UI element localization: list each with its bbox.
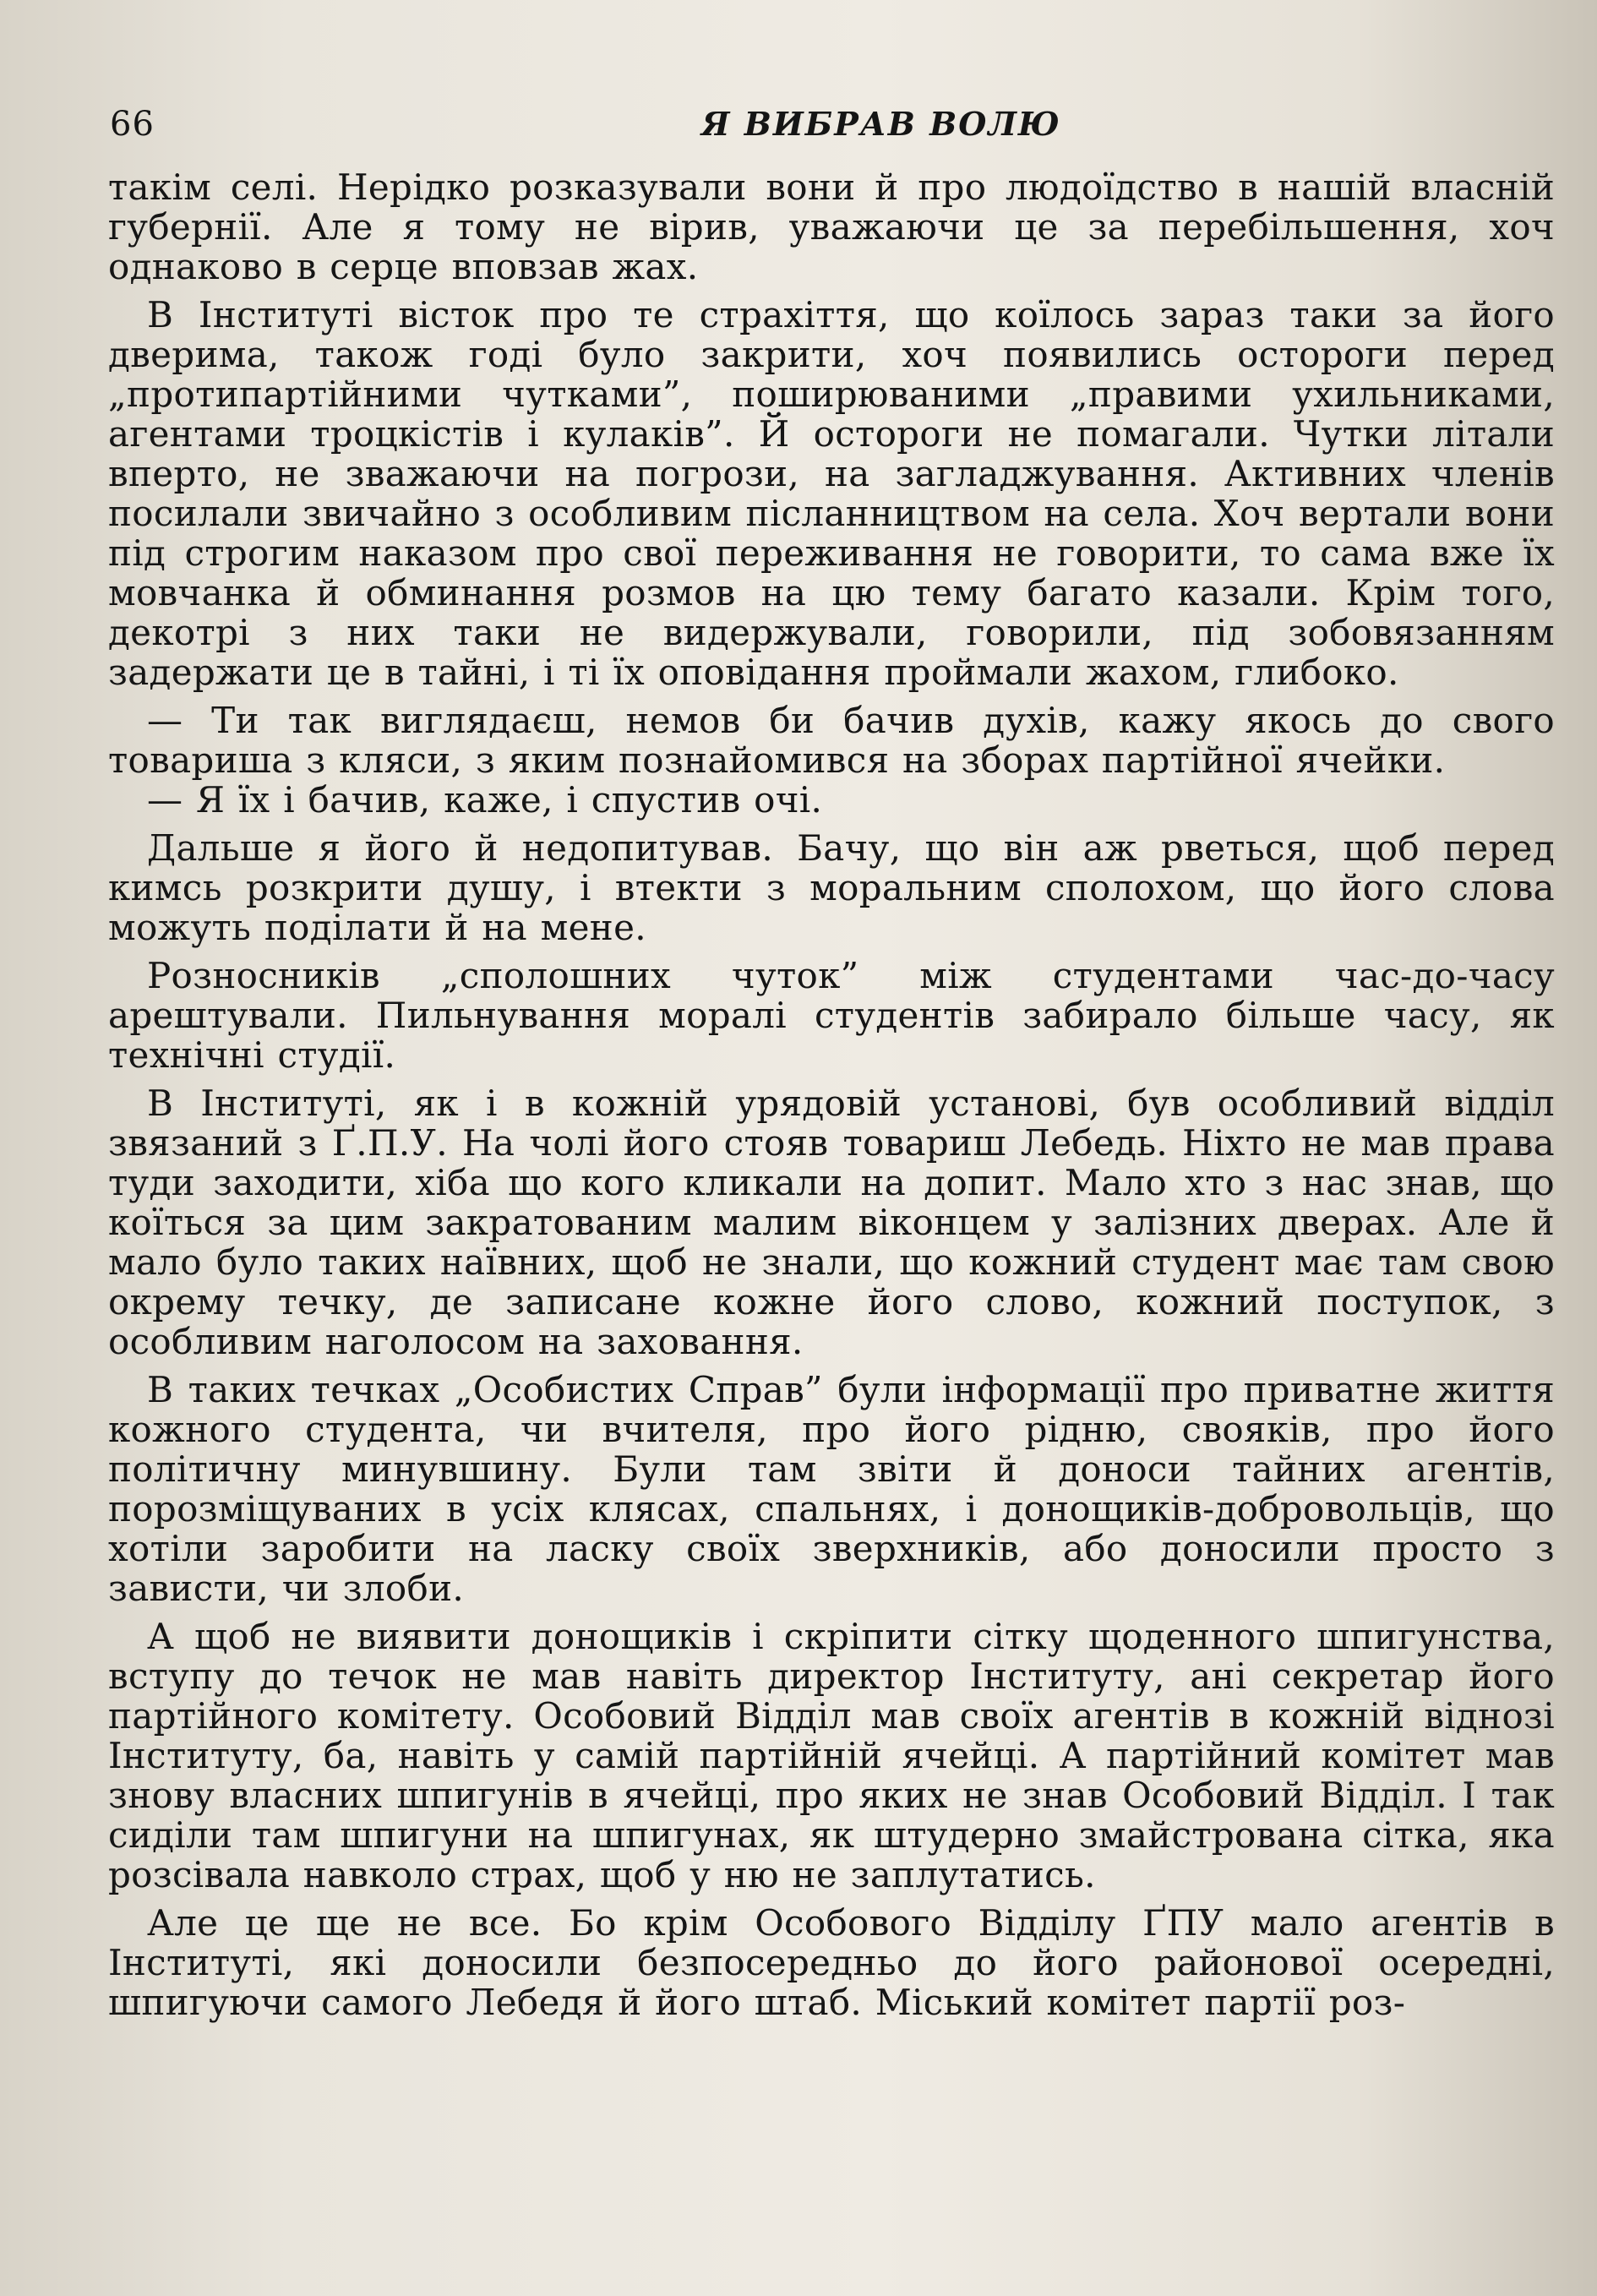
paragraph: А щоб не виявити донощиків і скріпити сітку щоденного шпигунства, вступу до течок не мав навіть директор Інституту, ані секретар його партійного комітету. Особовий Відділ мав своїх агентів в кожній віднозі Інституту, ба, навіть у самій партійній ячейці. А партійний комітет мав знову власних шпигунів в ячейці, про яких не знав Особовий Відділ. І так сиділи там шпигуни на шпигунах, як штудерно змайстрована сітка, яка розсівала навколо страх, щоб у ню не заплутатись. bbox=[108, 1616, 1555, 1895]
page-number: 66 bbox=[110, 105, 155, 144]
paragraph: В Інституті, як і в кожній урядовій установі, був особливий відділ звязаний з Ґ.П.У. На чолі його стояв товариш Лебедь. Ніхто не мав права туди заходити, хіба що кого кликали на допит. Мало хто з нас знав, що коїться за цим закратованим малим віконцем у залізних дверах. Але й мало було таких наївних, щоб не знали, що кожний студент має там свою окрему течку, де записане кожне його слово, кожний поступок, з особливим наголосом на заховання. bbox=[108, 1083, 1555, 1362]
paragraph: такім селі. Нерідко розказували вони й про людоїдство в нашій власній губернії. Але я тому не вірив, уважаючи це за перебільшення, хоч однаково в серце вповзав жах. bbox=[108, 166, 1555, 287]
body-text bbox=[108, 167, 1555, 2022]
paragraph: В Інституті вісток про те страхіття, що коїлось зараз таки за його дверима, також годі було закрити, хоч появились остороги перед „протипартійними чутками”, поширюваними „правими ухильниками, агентами троцкістів і кулаків”. Й остороги не помагали. Чутки літали вперто, не зважаючи на погрози, на загладжування. Активних членів посилали звичайно з особливим післанництвом на села. Хоч вертали вони під строгим наказом про свої переживання не говорити, то сама вже їх мовчанка й обминання розмов на цю тему багато казали. Крім того, декотрі з них таки не видержували, говорили, під зобовязанням задержати це в тайні, і ті їх оповідання проймали жахом, глибоко. bbox=[108, 294, 1555, 693]
dialogue-line: — Я їх і бачив, каже, і спустив очі. bbox=[147, 779, 823, 821]
paragraph: Дальше я його й недопитував. Бачу, що він аж рветься, щоб перед кимсь розкрити душу, і втекти з моральним сполохом, що його слова можуть поділати й на мене. bbox=[108, 827, 1555, 948]
dialogue-line: — Ти так виглядаєш, немов би бачив духів, кажу якось до свого товариша з кляси, з яким познайомився на зборах партійної ячейки. bbox=[108, 700, 1555, 781]
paragraph: Але це ще не все. Бо крім Особового Відділу ҐПУ мало агентів в Інституті, які доносили безпосередньо до його районової осередні, шпигуючи самого Лебедя й його штаб. Міський комітет партії роз- bbox=[108, 1902, 1555, 2023]
page-header bbox=[110, 103, 1538, 145]
running-title: Я ВИБРАВ ВОЛЮ bbox=[701, 105, 1061, 143]
paragraph: Розносників „сполошних чуток” між студентами час-до-часу арештували. Пильнування моралі студентів забирало більше часу, як технічні студії. bbox=[108, 955, 1555, 1076]
paragraph: В таких течках „Особистих Справ” були інформації про приватне життя кожного студента, чи вчителя, про його рідню, свояків, про його політичну минувшину. Були там звіти й доноси тайних агентів, порозміщуваних в усіх клясах, спальнях, і донощиків-добровольців, що хотіли заробити на ласку своїх зверхників, або доносили просто з зависти, чи злоби. bbox=[108, 1369, 1555, 1609]
